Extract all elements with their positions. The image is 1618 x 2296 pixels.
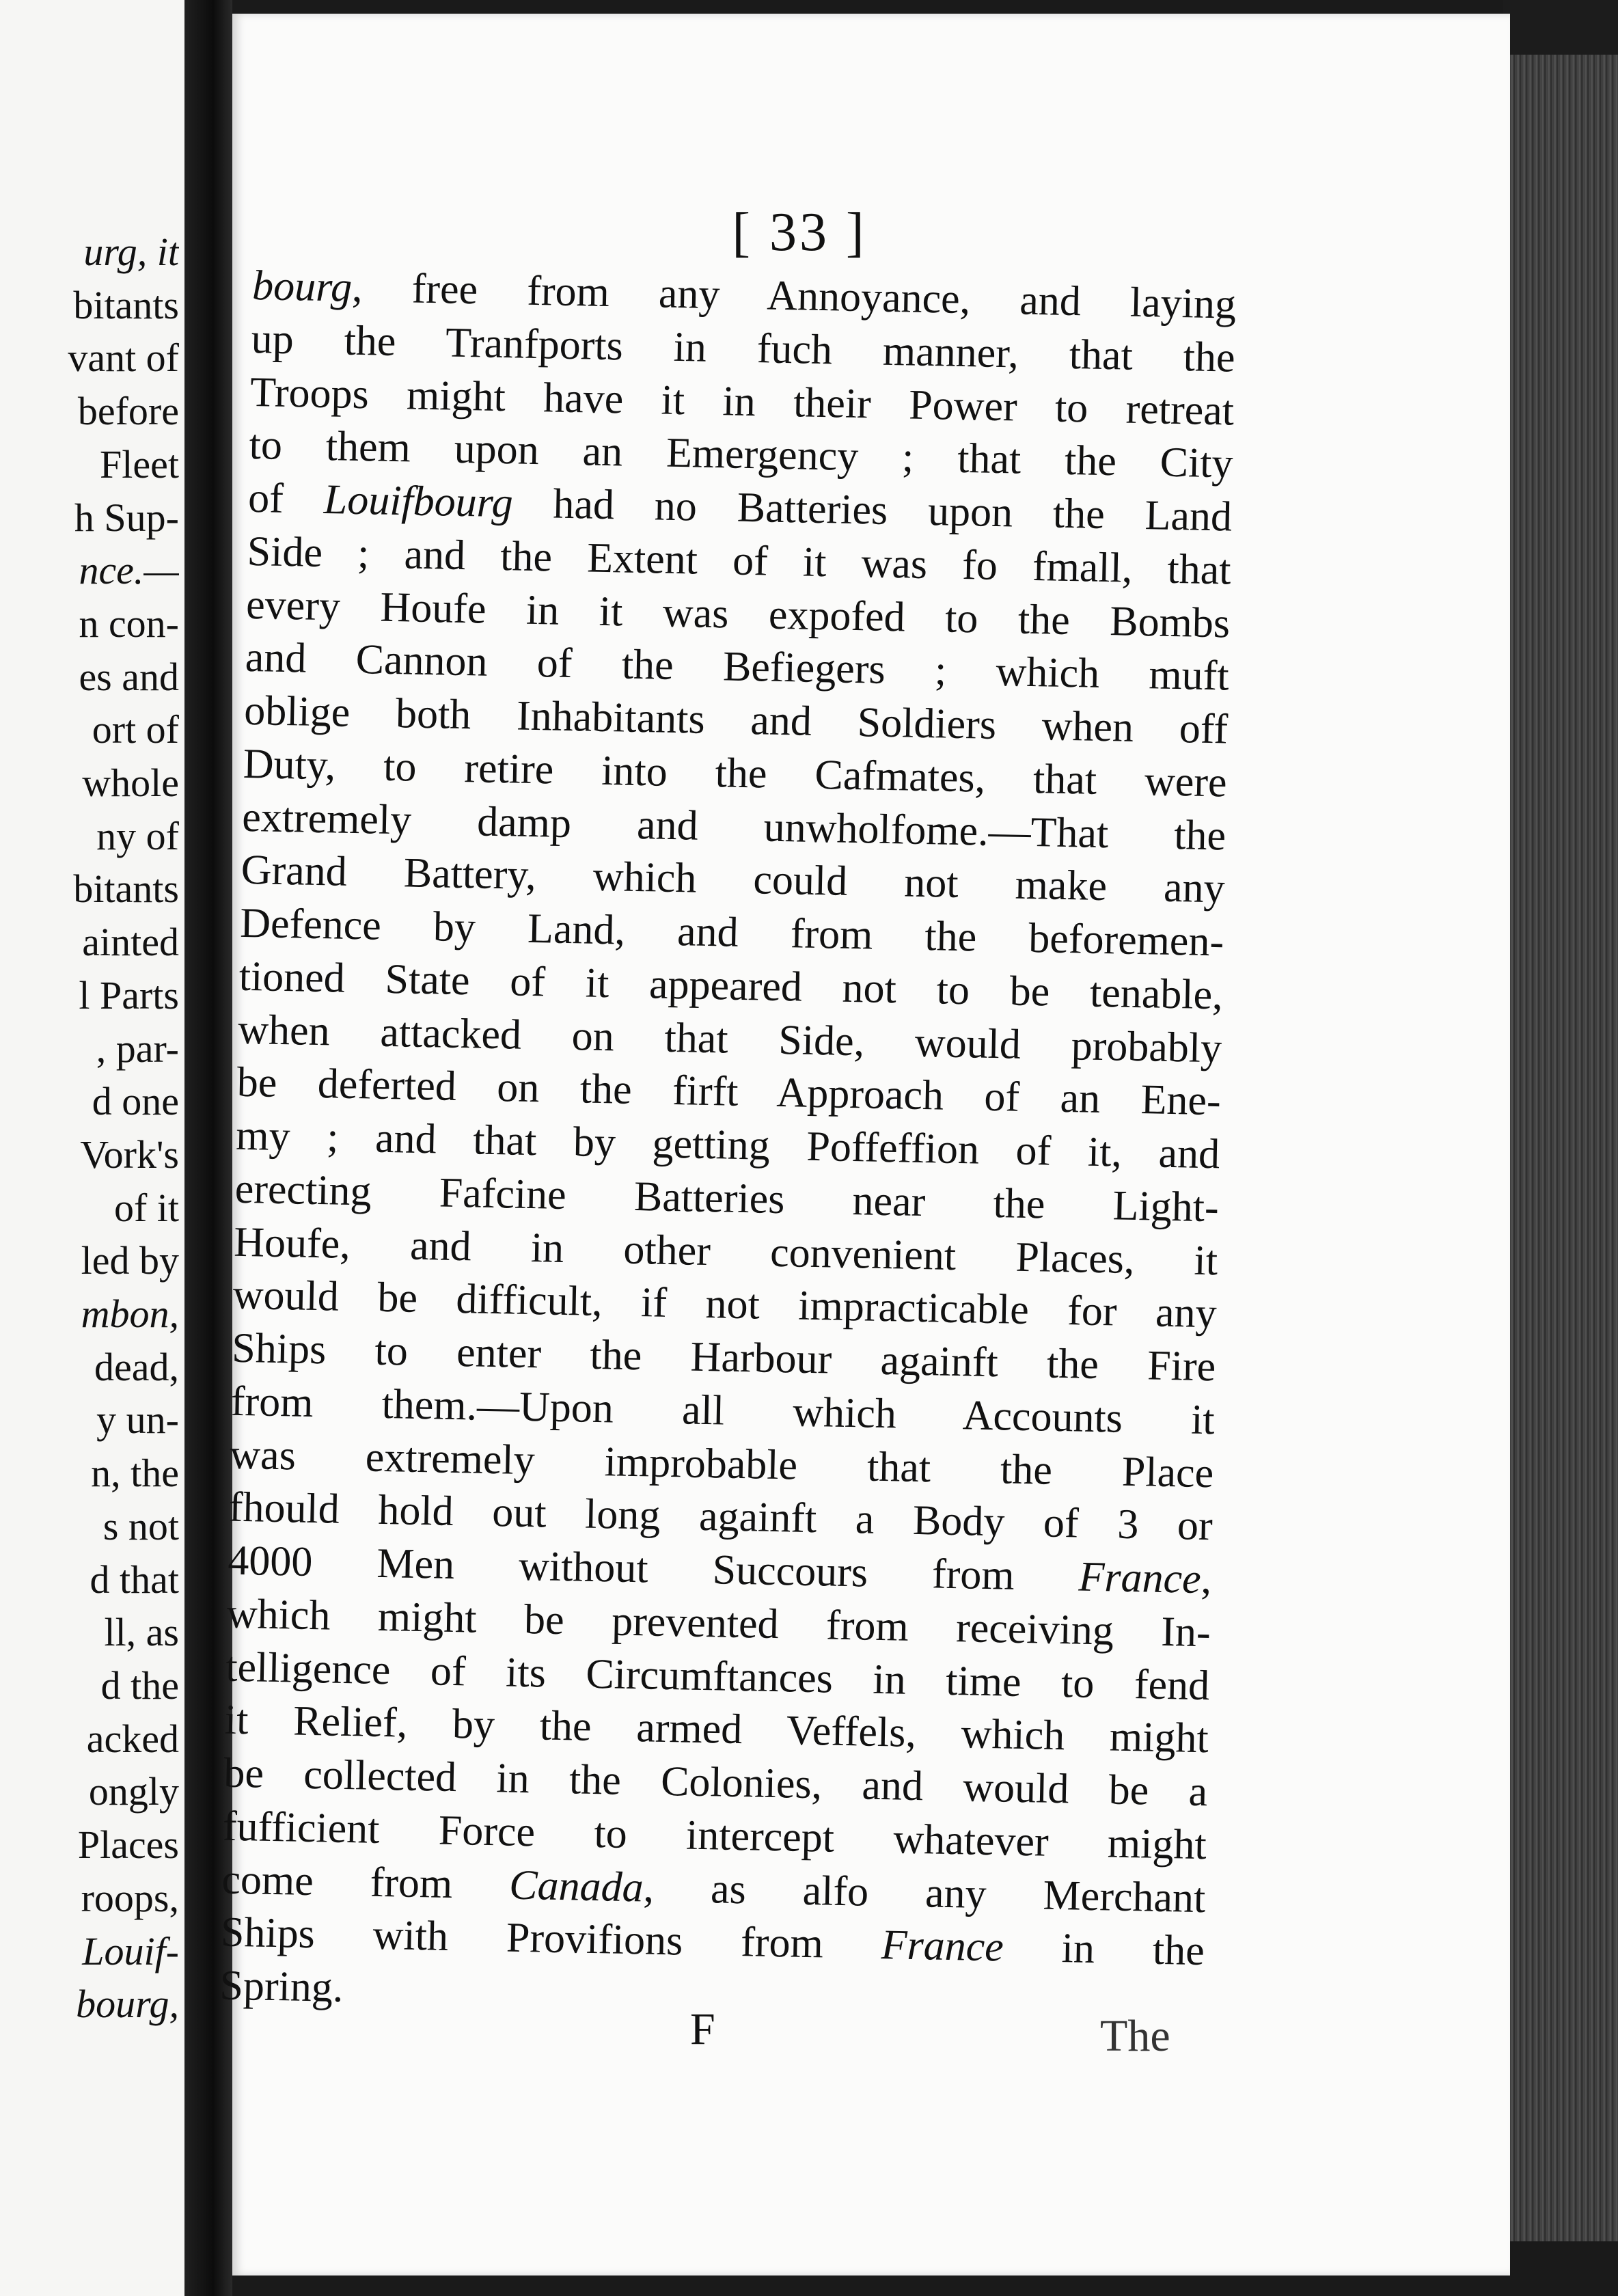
facing-page-line-text: ainted bbox=[82, 920, 179, 965]
facing-page-line-text: of it bbox=[113, 1185, 179, 1230]
facing-page-line bbox=[0, 1022, 179, 1076]
facing-page-line bbox=[0, 651, 179, 704]
italic-text: bourg bbox=[251, 262, 353, 311]
facing-page-line-text: acked bbox=[86, 1716, 179, 1761]
line-text: Ships with Provifions from bbox=[220, 1909, 882, 1969]
line-text: which might be prevented from receiving In- bbox=[226, 1590, 1211, 1656]
line-text: Houfe, and in other convenient Places, it bbox=[233, 1218, 1218, 1284]
facing-page-line bbox=[0, 491, 179, 545]
facing-page-line bbox=[0, 1553, 179, 1607]
italic-text: Louifbourg bbox=[323, 476, 514, 527]
facing-page-line-text: urg, it bbox=[83, 230, 179, 274]
signature-mark: F bbox=[690, 2004, 715, 2054]
facing-page-line bbox=[0, 756, 179, 810]
facing-page-line-text: bourg, bbox=[76, 1982, 179, 2027]
facing-page-line-text: n con- bbox=[79, 601, 179, 646]
line-text: telligence of its Circumftances in time to fend bbox=[225, 1643, 1210, 1709]
facing-page-line-text: bitants bbox=[73, 866, 179, 912]
line-text: fufficient Force to intercept whatever might bbox=[222, 1803, 1207, 1868]
facing-page-line-text: d that bbox=[90, 1557, 179, 1602]
italic-text: France bbox=[881, 1922, 1004, 1971]
facing-page-line bbox=[0, 1765, 179, 1818]
facing-page-line-text: ny of bbox=[96, 813, 179, 858]
facing-page-line bbox=[0, 226, 179, 279]
facing-page-line bbox=[0, 1181, 179, 1235]
facing-page-line-text: d the bbox=[100, 1663, 179, 1708]
facing-page-line bbox=[0, 544, 179, 597]
facing-page-line bbox=[0, 1234, 179, 1287]
line-text: , free from any Annoyance, and laying bbox=[351, 264, 1237, 328]
facing-page-line bbox=[0, 1925, 179, 1978]
facing-page-fragment bbox=[0, 0, 184, 2296]
facing-page-line bbox=[0, 1500, 179, 1553]
italic-text: Canada bbox=[508, 1861, 644, 1911]
facing-page-line bbox=[0, 916, 179, 969]
facing-page-line-text: before bbox=[77, 389, 179, 434]
line-text: and Cannon of the Befiegers ; which muft bbox=[245, 634, 1230, 700]
facing-page-line bbox=[0, 1712, 179, 1766]
line-text: Side ; and the Extent of it was fo fmall, that bbox=[247, 528, 1232, 594]
facing-page-line bbox=[0, 1447, 179, 1500]
facing-page-line bbox=[0, 1128, 179, 1181]
line-text: Troops might have it in their Power to retreat bbox=[249, 368, 1235, 435]
line-text: extremely damp and unwholfome.—That the bbox=[241, 793, 1226, 859]
line-text: Duty, to retire into the Cafmates, that were bbox=[243, 740, 1228, 806]
line-text: Grand Battery, which could not make any bbox=[241, 847, 1226, 912]
line-text: erecting Fafcine Batteries near the Light- bbox=[234, 1165, 1220, 1231]
line-text: in the bbox=[1003, 1924, 1205, 1975]
facing-page-line bbox=[0, 1075, 179, 1128]
facing-page-line-text: dead, bbox=[94, 1344, 179, 1389]
facing-page-line bbox=[0, 1872, 179, 1925]
facing-page-line bbox=[0, 862, 179, 916]
facing-page-line bbox=[0, 385, 179, 438]
line-text: be collected in the Colonies, and would be a bbox=[223, 1749, 1208, 1816]
line-text: every Houfe in it was expofed to the Bombs bbox=[245, 581, 1231, 647]
facing-page-line-text: whole bbox=[82, 761, 179, 806]
facing-page-line-text: Fleet bbox=[100, 441, 179, 487]
page-body-text bbox=[219, 260, 1237, 2032]
line-text: fhould hold out long againft a Body of 3 or bbox=[228, 1484, 1214, 1550]
line-text: to them upon an Emergency ; that the City bbox=[249, 422, 1234, 487]
line-text: be deferted on the firft Approach of an Ene- bbox=[236, 1059, 1222, 1125]
facing-page-line bbox=[0, 810, 179, 863]
line-text: Spring. bbox=[219, 1962, 344, 2012]
facing-page-line-text: ort of bbox=[92, 707, 179, 752]
facing-page-line-text: d one bbox=[92, 1079, 179, 1124]
facing-page-line-text: ll, as bbox=[104, 1610, 179, 1655]
facing-page-line bbox=[0, 1393, 179, 1447]
line-text: come from bbox=[221, 1856, 510, 1909]
facing-page-line-text: led by bbox=[81, 1238, 179, 1283]
facing-page-line bbox=[0, 1818, 179, 1872]
catchword: The bbox=[1100, 2011, 1170, 2061]
facing-page-line-text: Places bbox=[77, 1822, 179, 1868]
facing-page-line-text: h Sup- bbox=[74, 495, 179, 540]
line-text: Ships to enter the Harbour againft the Fire bbox=[231, 1324, 1216, 1391]
facing-page-line-text: l Parts bbox=[79, 972, 179, 1017]
line-text: it Relief, by the armed Veffels, which might bbox=[224, 1696, 1209, 1762]
line-text: tioned State of it appeared not to be tenable, bbox=[238, 953, 1224, 1019]
facing-page-line-text: n, the bbox=[91, 1451, 179, 1496]
italic-text: France bbox=[1078, 1553, 1202, 1602]
facing-page-line bbox=[0, 969, 179, 1022]
facing-page-line-text: bitants bbox=[73, 282, 179, 327]
facing-page-line-text: ongly bbox=[88, 1769, 179, 1814]
facing-page-line bbox=[0, 1341, 179, 1394]
facing-page-line-text: s not bbox=[102, 1503, 179, 1548]
line-text: my ; and that by getting Poffeffion of it, and bbox=[235, 1112, 1220, 1178]
facing-page-line-text: Louif- bbox=[82, 1928, 179, 1973]
line-text: when attacked on that Side, would probably bbox=[237, 1006, 1222, 1071]
page-number: [ 33 ] bbox=[732, 202, 867, 262]
line-text: from them.—Upon all which Accounts it bbox=[230, 1378, 1216, 1444]
facing-page-line bbox=[0, 1978, 179, 2031]
line-text: oblige both Inhabitants and Soldiers when off bbox=[243, 687, 1229, 753]
facing-page-line bbox=[0, 279, 179, 332]
facing-page-line-text: es and bbox=[79, 654, 179, 699]
facing-page-line bbox=[0, 331, 179, 385]
facing-page-line bbox=[0, 1287, 179, 1341]
facing-page-line bbox=[0, 1659, 179, 1712]
facing-page-line-text: mbon, bbox=[81, 1292, 179, 1337]
facing-page-line bbox=[0, 703, 179, 756]
line-text: 4000 Men without Succours from bbox=[227, 1537, 1080, 1600]
line-text: up the Tranfports in fuch manner, that the bbox=[251, 315, 1236, 381]
facing-page-line bbox=[0, 597, 179, 651]
line-text: , bbox=[1201, 1556, 1212, 1603]
facing-page-line-text: Vork's bbox=[80, 1132, 179, 1177]
facing-page-line-text: nce.— bbox=[79, 548, 179, 593]
facing-page-line bbox=[0, 438, 179, 491]
line-text: was extremely improbable that the Place bbox=[229, 1431, 1214, 1496]
line-text: Defence by Land, and from the beforemen- bbox=[239, 899, 1224, 966]
line-text: would be difficult, if not impracticable for any bbox=[232, 1271, 1218, 1337]
facing-page-line-text: vant of bbox=[68, 336, 179, 381]
line-text: , as alfo any Merchant bbox=[642, 1863, 1206, 1922]
facing-page-text bbox=[0, 226, 179, 2031]
page-edges-top bbox=[1503, 0, 1618, 55]
line-text: had no Batteries upon the Land bbox=[512, 480, 1233, 541]
facing-page-line-text: roops, bbox=[81, 1875, 179, 1920]
facing-page-line bbox=[0, 1606, 179, 1659]
facing-page-line-text: , par- bbox=[96, 1026, 179, 1071]
page-edges bbox=[1510, 55, 1618, 2241]
facing-page-line-text: y un- bbox=[96, 1397, 179, 1443]
line-text: of bbox=[247, 474, 325, 523]
